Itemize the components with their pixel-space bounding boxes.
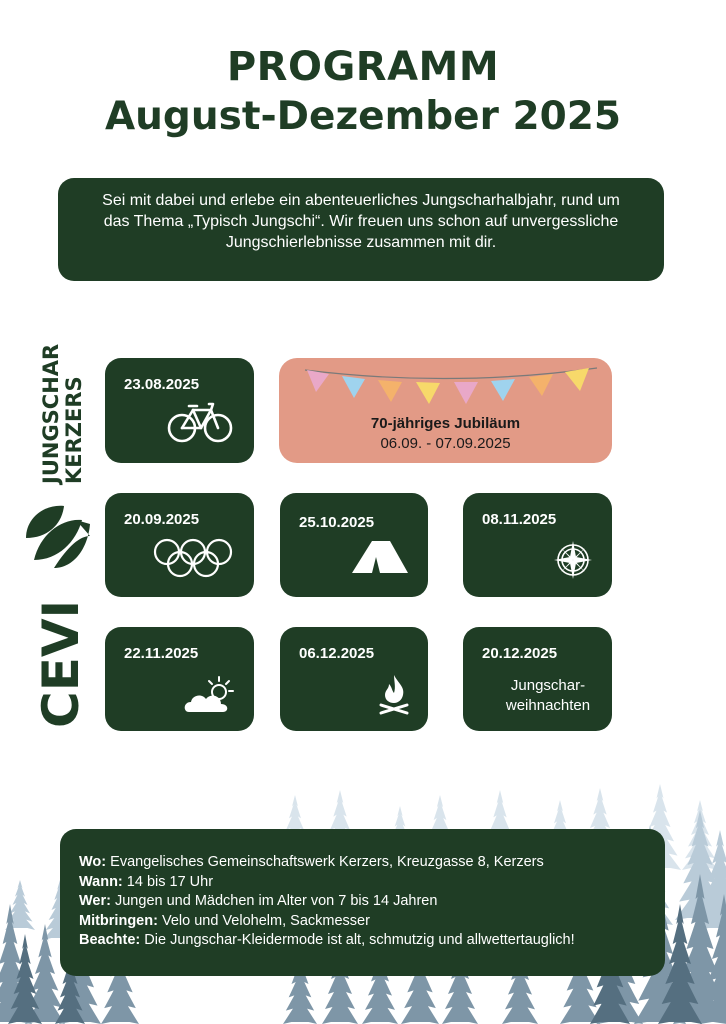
jubilee-card	[279, 358, 612, 463]
cevi-jungschar-logo	[18, 306, 98, 730]
note-line-1: Jungschar-	[510, 677, 586, 694]
weather-cloud-sun-icon	[183, 675, 241, 715]
intro-line-2: das Thema „Typisch Jungschi“. Wir freuen uns schon auf unvergessliche	[103, 213, 619, 230]
info-note: Beachte: Die Jungschar-Kleidermode ist alt, schmutzig und allwettertauglich!	[79, 932, 575, 948]
info-where: Wo: Evangelisches Gemeinschaftswerk Kerzers, Kreuzgasse 8, Kerzers	[79, 854, 544, 870]
event-card-7	[280, 627, 428, 731]
event-date: 25.10.2025	[299, 514, 375, 531]
page-subtitle: August-Dezember 2025	[104, 94, 621, 139]
event-date: 22.11.2025	[124, 645, 199, 662]
tent-icon	[350, 537, 410, 577]
compass-icon	[553, 540, 593, 580]
bicycle-icon	[165, 400, 235, 444]
event-date: 06.12.2025	[299, 645, 375, 662]
logo-line-1: JUNGSCHAR	[39, 343, 63, 484]
info-bring: Mitbringen: Velo und Velohelm, Sackmesser	[79, 912, 370, 929]
olympic-rings-icon	[151, 538, 235, 578]
bunting-icon	[303, 362, 599, 412]
note-line-2: weihnachten	[505, 697, 591, 714]
page-title: PROGRAMM	[226, 44, 500, 90]
info-box	[60, 829, 665, 976]
event-card-3	[105, 493, 254, 597]
info-when: Wann: 14 bis 17 Uhr	[79, 873, 214, 890]
event-date: 20.12.2025	[482, 645, 558, 662]
event-card-5	[463, 493, 612, 597]
logo-word: CEVI	[32, 599, 90, 728]
christmas-note	[483, 676, 613, 716]
intro-line-3: Jungschierlebnisse zusammen mit dir.	[225, 234, 497, 251]
event-card-6	[105, 627, 254, 731]
event-date: 23.08.2025	[124, 376, 200, 393]
jubilee-title: 70-jähriges Jubiläum	[370, 415, 521, 432]
event-date: 20.09.2025	[124, 511, 200, 528]
info-who: Wer: Jungen und Mädchen im Alter von 7 bis 14 Jahren	[79, 893, 438, 909]
intro-line-1: Sei mit dabei und erlebe ein abenteuerliches Jungscharhalbjahr, rund um	[102, 192, 620, 209]
campfire-icon	[377, 673, 411, 715]
event-date: 08.11.2025	[482, 511, 557, 528]
event-card-1	[105, 358, 254, 463]
event-card-4	[280, 493, 428, 597]
intro-box	[58, 178, 664, 281]
logo-line-2: KERZERS	[62, 376, 86, 484]
jubilee-dates: 06.09. - 07.09.2025	[380, 435, 511, 452]
leaf-icon	[26, 506, 90, 568]
